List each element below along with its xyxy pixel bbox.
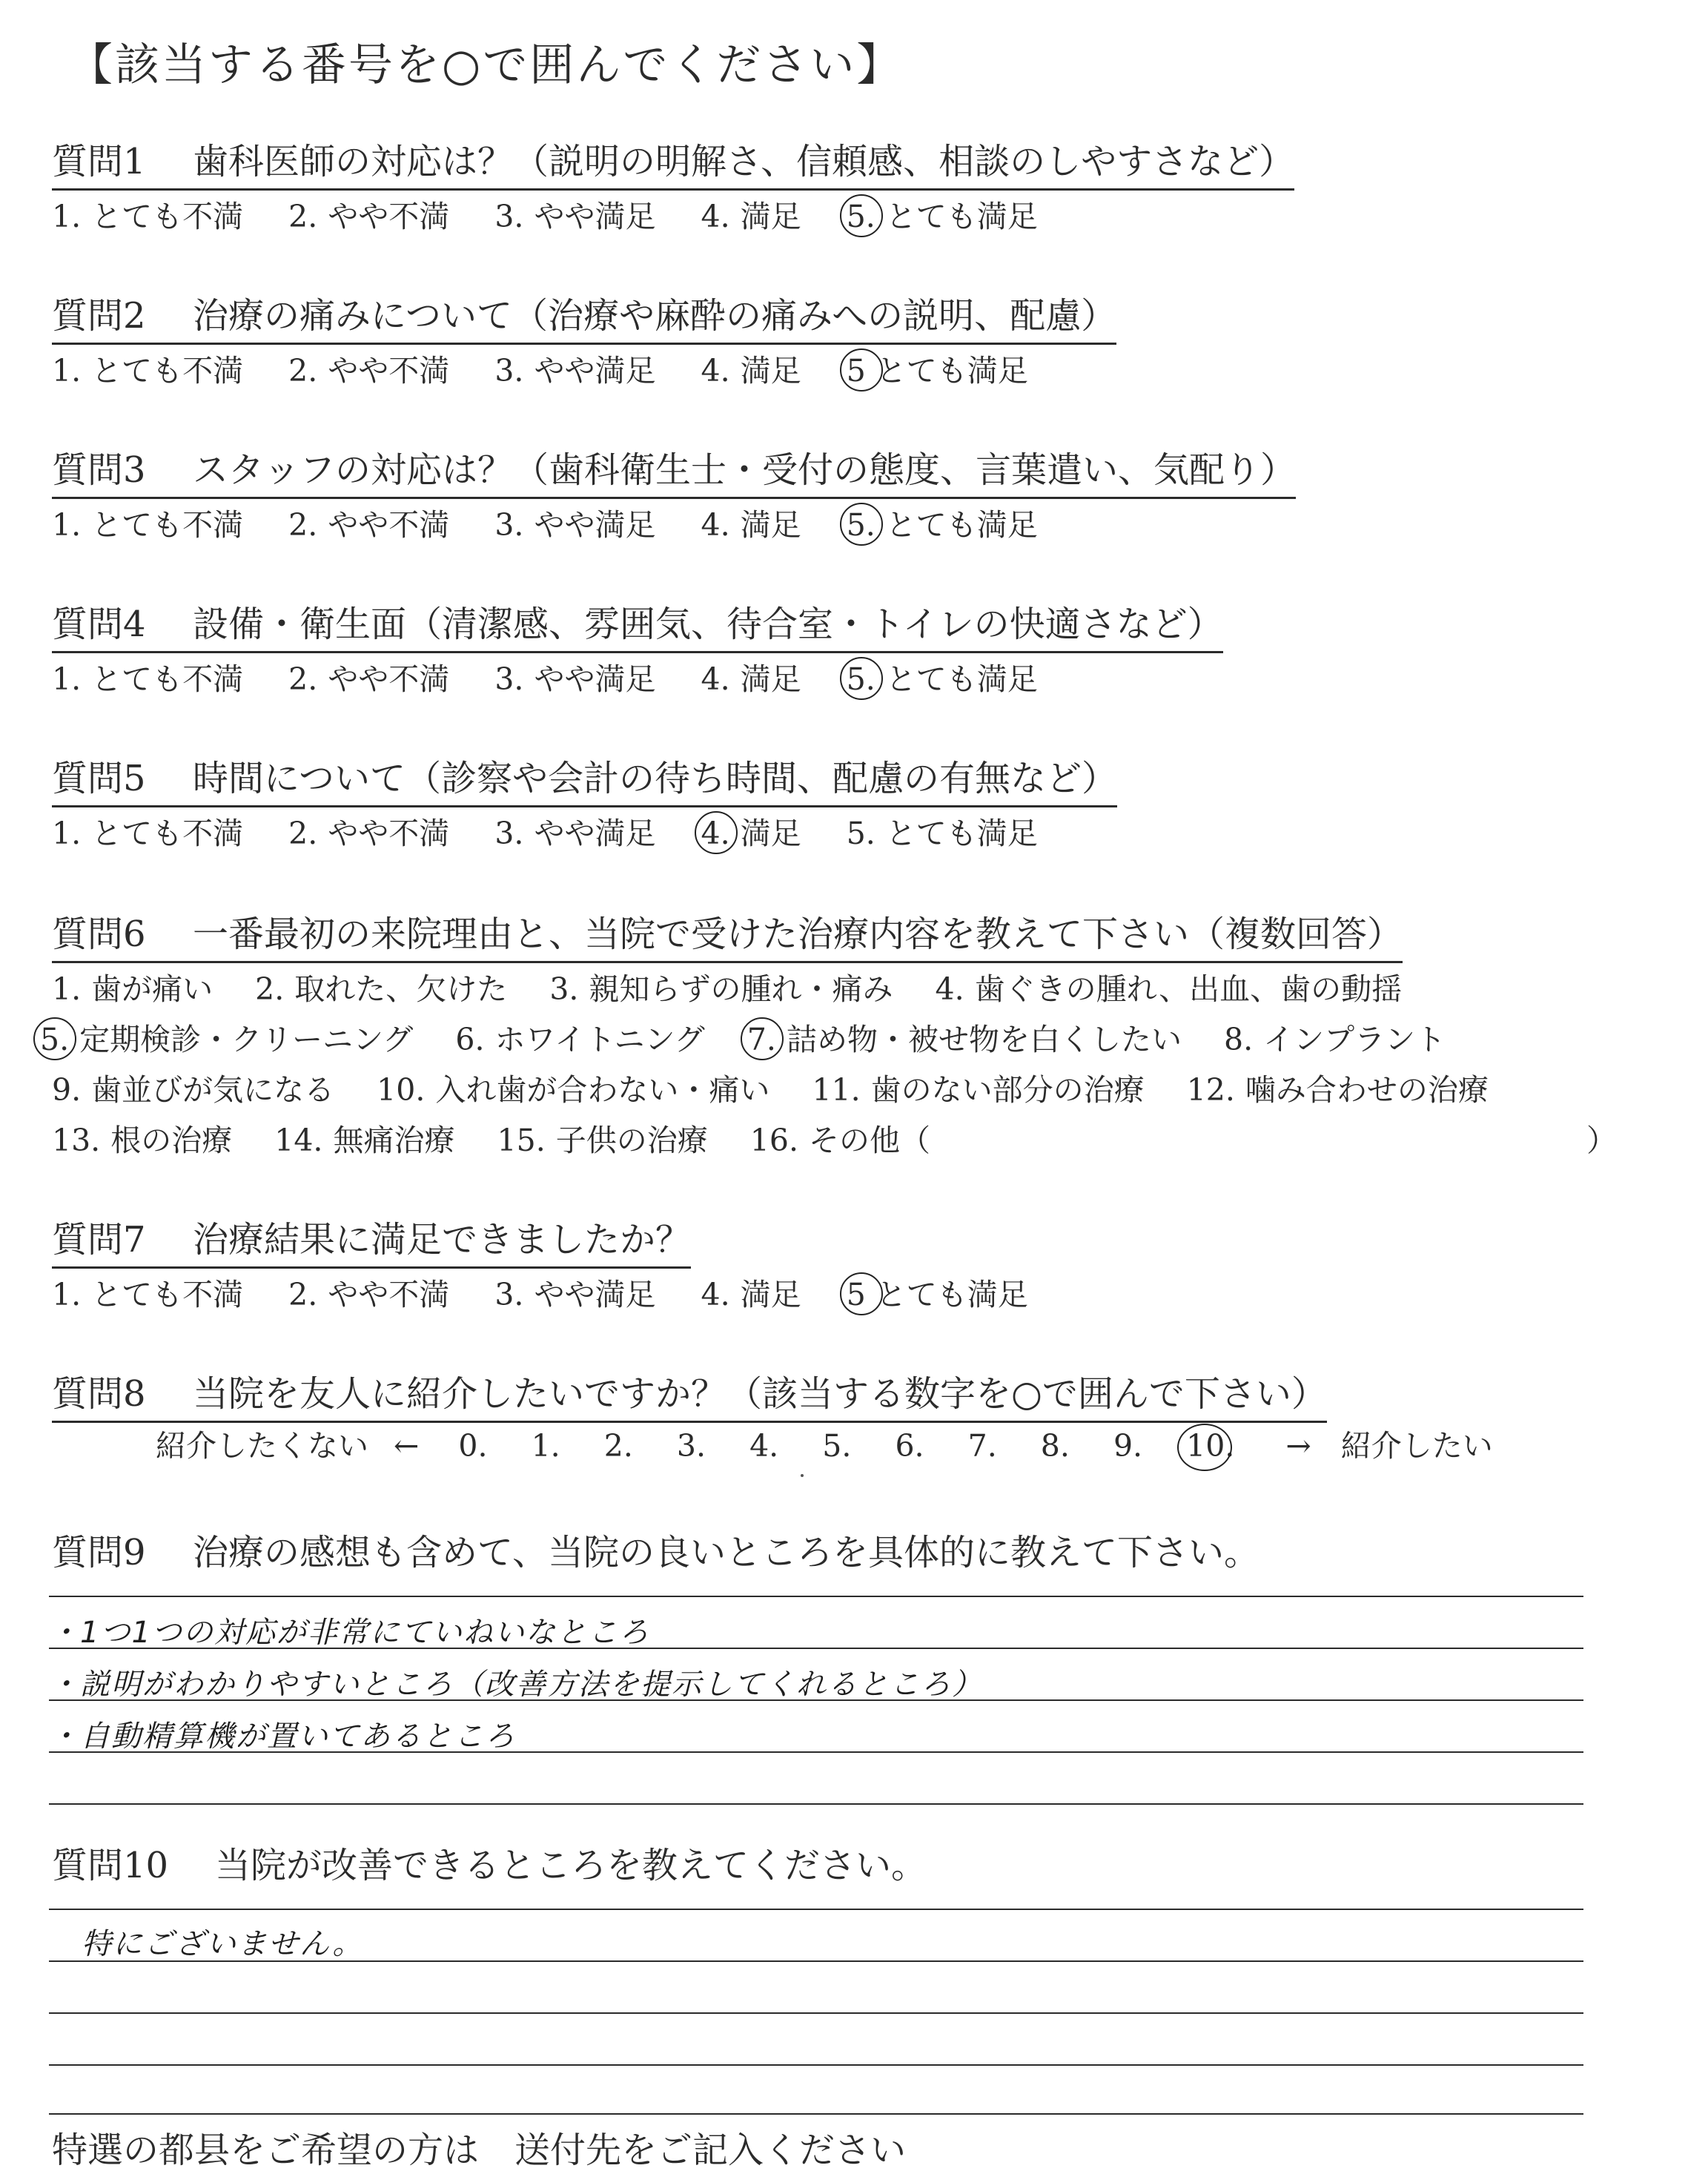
q3-option-3[interactable]: 3. やや満足 — [494, 507, 656, 543]
q6-option-2[interactable]: 2. 取れた、欠けた — [255, 971, 508, 1007]
q1-option-2[interactable]: 2. やや不満 — [288, 199, 450, 234]
q4-option-4[interactable]: 4. 満足 — [701, 661, 801, 697]
question-3-title — [52, 446, 1296, 499]
q6-option-1[interactable]: 1. 歯が痛い — [52, 971, 214, 1007]
question-3-text: スタッフの対応は？（歯科衛生士・受付の態度、言葉遣い、気配り） — [193, 449, 1297, 491]
q10-answer-line-4[interactable] — [49, 2064, 1583, 2066]
q10-answer-line-2[interactable] — [49, 1960, 1583, 1962]
scale-9[interactable]: 9. — [1113, 1428, 1143, 1464]
scale-left-label: 紹介したくない — [156, 1428, 368, 1464]
page-title: 【該当する番号を○で囲んでください】 — [68, 39, 904, 91]
q10-answer-line-3[interactable] — [49, 2012, 1583, 2014]
q6-option-6[interactable]: 6. ホワイトニング — [455, 1022, 705, 1057]
question-6-row-1 — [52, 968, 1434, 1010]
q6-option-3[interactable]: 3. 親知らずの腫れ・痛み — [549, 971, 893, 1007]
question-4-options — [52, 658, 1073, 700]
q3-option-5-selected[interactable]: 5. とても満足 — [847, 504, 1038, 546]
question-5-options — [52, 813, 1073, 854]
question-1-options — [52, 196, 1073, 237]
q6-option-16-other[interactable]: 16. その他（ — [749, 1123, 931, 1158]
scale-1[interactable]: 1. — [531, 1428, 560, 1464]
scale-0[interactable]: 0. — [458, 1428, 488, 1464]
q9-answer-line-5[interactable] — [49, 1803, 1583, 1805]
question-4-text: 設備・衛生面（清潔感、雰囲気、待合室・トイレの快適さなど） — [193, 604, 1223, 645]
q2-option-4[interactable]: 4. 満足 — [701, 353, 801, 389]
q3-option-2[interactable]: 2. やや不満 — [288, 507, 450, 543]
question-10-number: 質問10 — [52, 1845, 169, 1886]
q6-option-10[interactable]: 10. 入れ歯が合わない・痛い — [377, 1072, 770, 1108]
q4-option-2[interactable]: 2. やや不満 — [288, 661, 450, 697]
question-2-text: 治療の痛みについて（治療や麻酔の痛みへの説明、配慮） — [193, 295, 1117, 337]
question-6-row-4 — [52, 1120, 963, 1161]
right-arrow-icon: → — [1285, 1428, 1311, 1464]
q5-option-1[interactable]: 1. とても不満 — [52, 816, 244, 851]
question-4-number: 質問4 — [52, 604, 146, 645]
scale-6[interactable]: 6. — [895, 1428, 924, 1464]
question-3-options — [52, 504, 1073, 546]
q4-option-1[interactable]: 1. とても不満 — [52, 661, 244, 697]
question-6-row-3 — [52, 1069, 1521, 1111]
q2-option-3[interactable]: 3. やや満足 — [494, 353, 656, 389]
q9-handwritten-answer-1: ・1つ1つの対応が非常にていねいなところ — [49, 1616, 650, 1650]
q6-option-13[interactable]: 13. 根の治療 — [52, 1123, 233, 1158]
question-4-title — [52, 601, 1223, 653]
q10-answer-line-5[interactable] — [49, 2113, 1583, 2115]
q6-option-14[interactable]: 14. 無痛治療 — [274, 1123, 455, 1158]
q3-option-1[interactable]: 1. とても不満 — [52, 507, 244, 543]
question-10-title — [52, 1842, 927, 1892]
question-6-number: 質問6 — [52, 913, 146, 955]
question-10-text: 当院が改善できるところを教えてください。 — [215, 1845, 927, 1886]
q9-handwritten-answer-3: ・自動精算機が置いてあるところ — [49, 1719, 516, 1754]
cut-off-footer-text: 特選の都县をご希望の方は 送付先をご記入ください — [52, 2130, 907, 2171]
q9-handwritten-answer-2: ・説明がわかりやすいところ（改善方法を提示してくれるところ） — [49, 1668, 983, 1702]
question-2-title — [52, 292, 1116, 345]
question-7-text: 治療結果に満足できましたか？ — [193, 1219, 692, 1261]
q10-handwritten-answer-1: 特にございません。 — [82, 1927, 364, 1961]
q5-option-2[interactable]: 2. やや不満 — [288, 816, 450, 851]
question-3-number: 質問3 — [52, 449, 146, 491]
q6-option-15[interactable]: 15. 子供の治療 — [497, 1123, 708, 1158]
question-9-text: 治療の感想も含めて、当院の良いところを具体的に教えて下さい。 — [193, 1532, 1260, 1573]
q7-option-5-selected[interactable]: 5 とても満足 — [847, 1274, 1028, 1315]
q1-option-5-selected[interactable]: 5. とても満足 — [847, 196, 1038, 237]
scale-3[interactable]: 3. — [676, 1428, 706, 1464]
question-2-options — [52, 350, 1064, 391]
q4-option-3[interactable]: 3. やや満足 — [494, 661, 656, 697]
q6-option-11[interactable]: 11. 歯のない部分の治療 — [812, 1072, 1145, 1108]
q5-option-5[interactable]: 5. とても満足 — [846, 816, 1038, 851]
question-7-title — [52, 1216, 691, 1269]
scale-7[interactable]: 7. — [967, 1428, 997, 1464]
scale-5[interactable]: 5. — [822, 1428, 852, 1464]
q2-option-5-selected[interactable]: 5 とても満足 — [847, 350, 1028, 391]
q9-answer-line-2[interactable] — [49, 1648, 1583, 1649]
question-5-text: 時間について（診察や会計の待ち時間、配慮の有無など） — [193, 758, 1118, 799]
question-8-number: 質問8 — [52, 1373, 146, 1415]
question-6-title — [52, 911, 1403, 963]
question-7-options — [52, 1274, 1064, 1315]
q1-option-4[interactable]: 4. 満足 — [701, 199, 801, 234]
left-arrow-icon: ← — [394, 1428, 420, 1464]
scale-right-label: 紹介したい — [1340, 1428, 1493, 1464]
stray-mark — [801, 1474, 804, 1477]
q9-answer-line-3[interactable] — [49, 1699, 1583, 1701]
question-8-title — [52, 1370, 1327, 1423]
q7-option-1[interactable]: 1. とても不満 — [52, 1277, 244, 1312]
question-5-number: 質問5 — [52, 758, 146, 799]
q2-option-2[interactable]: 2. やや不満 — [288, 353, 450, 389]
scale-4[interactable]: 4. — [749, 1428, 779, 1464]
q1-option-1[interactable]: 1. とても不満 — [52, 199, 244, 234]
q7-option-3[interactable]: 3. やや満足 — [494, 1277, 656, 1312]
q7-option-2[interactable]: 2. やや不満 — [288, 1277, 450, 1312]
q1-option-3[interactable]: 3. やや満足 — [494, 199, 656, 234]
question-1-text: 歯科医師の対応は？（説明の明解さ、信頼感、相談のしやすさなど） — [193, 141, 1295, 182]
question-9-title — [52, 1529, 1260, 1579]
q9-answer-line-4[interactable] — [49, 1751, 1583, 1753]
q7-option-4[interactable]: 4. 満足 — [701, 1277, 801, 1312]
scale-10-selected[interactable]: 10. — [1186, 1425, 1234, 1467]
question-2-number: 質問2 — [52, 295, 146, 337]
question-1-number: 質問1 — [52, 141, 146, 182]
question-5-title — [52, 755, 1117, 807]
question-7-number: 質問7 — [52, 1219, 146, 1261]
q5-option-4-selected[interactable]: 4. 満足 — [701, 813, 801, 854]
q6-other-close-paren: ） — [1586, 1123, 1617, 1158]
q9-answer-line-1[interactable] — [49, 1596, 1583, 1597]
q5-option-3[interactable]: 3. やや満足 — [494, 816, 656, 851]
q6-option-7-selected[interactable]: 7. 詰め物・被せ物を白くしたい — [747, 1019, 1182, 1060]
question-6-row-2 — [40, 1019, 1478, 1060]
q10-answer-line-1[interactable] — [49, 1909, 1583, 1910]
q6-option-8[interactable]: 8. インプラント — [1224, 1022, 1446, 1057]
q6-option-9[interactable]: 9. 歯並びが気になる — [52, 1072, 335, 1108]
q6-option-12[interactable]: 12. 噛み合わせの治療 — [1186, 1072, 1489, 1108]
question-6-text: 一番最初の来院理由と、当院で受けた治療内容を教えて下さい（複数回答） — [193, 913, 1403, 955]
q6-option-5-selected[interactable]: 5. 定期検診・クリーニング — [40, 1019, 413, 1060]
q2-option-1[interactable]: 1. とても不満 — [52, 353, 244, 389]
question-8-text: 当院を友人に紹介したいですか？（該当する数字を○で囲んで下さい） — [193, 1373, 1327, 1415]
question-8-scale — [156, 1425, 1511, 1467]
q6-option-4[interactable]: 4. 歯ぐきの腫れ、出血、歯の動揺 — [935, 971, 1403, 1007]
scale-8[interactable]: 8. — [1040, 1428, 1070, 1464]
q4-option-5-selected[interactable]: 5. とても満足 — [847, 658, 1038, 700]
q3-option-4[interactable]: 4. 満足 — [701, 507, 801, 543]
scale-2[interactable]: 2. — [603, 1428, 633, 1464]
question-1-title — [52, 138, 1294, 191]
question-9-number: 質問9 — [52, 1532, 146, 1573]
